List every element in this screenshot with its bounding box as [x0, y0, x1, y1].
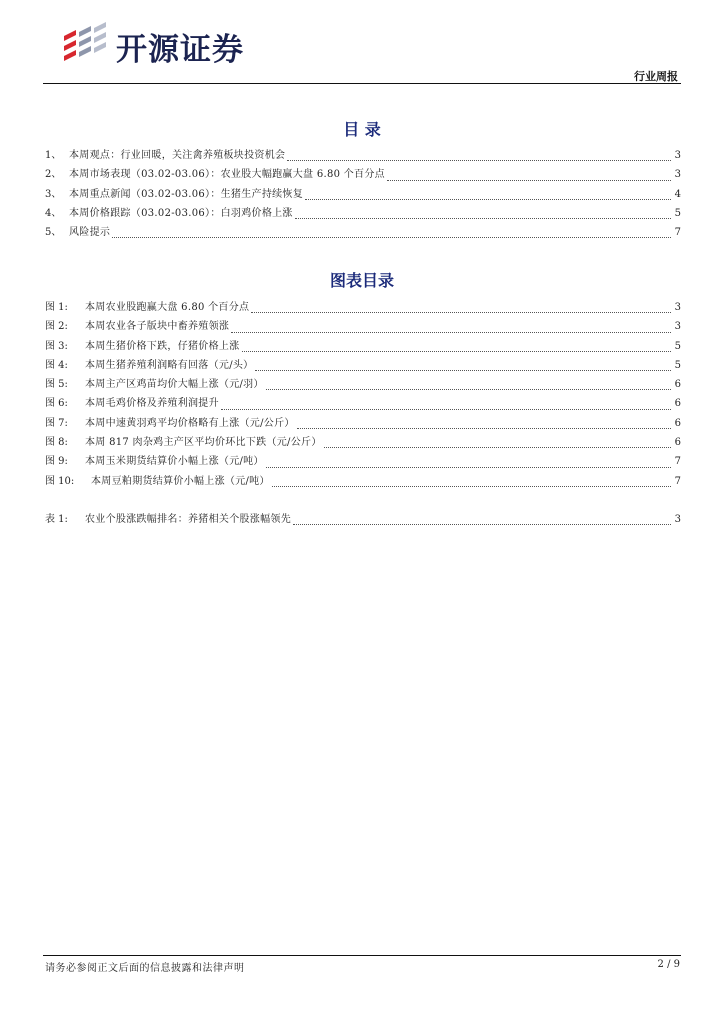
tables-list [45, 510, 681, 529]
figure-entry-number: 图 1: [45, 302, 68, 313]
figure-entry-title[interactable]: 本周农业各子版块中畜养殖领涨 [85, 321, 230, 333]
toc-entry[interactable] [45, 185, 681, 204]
toc-entry[interactable] [45, 223, 681, 242]
toc-entry-title[interactable]: 本周观点：行业回暖，关注禽养殖板块投资机会 [69, 150, 286, 161]
toc-entry-title[interactable]: 本周价格跟踪（03.02-03.06）：白羽鸡价格上涨 [69, 207, 293, 219]
dot-leader [387, 180, 671, 181]
figure-entry-title[interactable]: 本周生猪养殖利润略有回落（元/头） [85, 359, 254, 371]
dot-leader [266, 467, 671, 468]
figure-entry-title[interactable]: 本周豆粕期货结算价小幅上涨（元/吨） [91, 475, 270, 487]
figure-entry-title[interactable]: 本周毛鸡价格及养殖利润提升 [85, 398, 219, 410]
table-entry-page: 3 [674, 514, 681, 525]
footer-disclaimer: 请务必参阅正文后面的信息披露和法律声明 [45, 963, 245, 974]
figure-entry-number: 图 9: [45, 456, 68, 468]
toc-entry-page: 4 [674, 188, 681, 200]
figure-entry-page: 7 [674, 456, 681, 468]
table-entry-title[interactable]: 农业个股涨跌幅排名：养猪相关个股涨幅领先 [85, 514, 291, 525]
figure-entry-page: 6 [674, 379, 681, 391]
figure-entry[interactable] [45, 433, 681, 452]
figure-entry-number: 图 8: [45, 437, 68, 449]
figure-entry-title[interactable]: 本周中速黄羽鸡平均价格略有上涨（元/公斤） [85, 417, 295, 429]
dot-leader [255, 370, 671, 371]
page-header [0, 0, 724, 90]
figure-entry[interactable] [45, 452, 681, 471]
dot-leader [266, 389, 671, 390]
table-entry[interactable] [45, 510, 681, 529]
toc-entry-page: 3 [674, 169, 681, 181]
toc-entry-number: 3、 [45, 188, 62, 200]
dot-leader [221, 409, 671, 410]
figure-entry-page: 7 [674, 475, 681, 487]
figure-entry[interactable] [45, 356, 681, 375]
dot-leader [287, 160, 671, 161]
dot-leader [297, 428, 671, 429]
figure-entry[interactable] [45, 298, 681, 317]
figure-entry-page: 6 [674, 417, 681, 429]
figure-entry-page: 6 [674, 437, 681, 449]
figure-entry-title[interactable]: 本周生猪价格下跌，仔猪价格上涨 [85, 340, 240, 352]
figure-entry-page: 3 [674, 321, 681, 333]
logo-icon [60, 22, 108, 64]
figure-entry-page: 5 [674, 359, 681, 371]
dot-leader [305, 199, 671, 200]
toc-list [45, 146, 681, 242]
toc-entry-title[interactable]: 本周市场表现（03.02-03.06）：农业股大幅跑赢大盘 6.80 个百分点 [69, 169, 385, 181]
toc-entry-number: 5、 [45, 227, 62, 239]
figure-entry[interactable] [45, 317, 681, 336]
toc-entry[interactable] [45, 204, 681, 223]
figure-entry[interactable] [45, 414, 681, 433]
report-type-label: 行业周报 [634, 70, 678, 83]
dot-leader [293, 524, 671, 525]
figure-entry[interactable] [45, 337, 681, 356]
dot-leader [324, 447, 671, 448]
dot-leader [242, 351, 672, 352]
figure-entry[interactable] [45, 375, 681, 394]
figure-entry-number: 图 10: [45, 475, 75, 487]
figure-entry-number: 图 6: [45, 398, 68, 410]
figure-entry-page: 3 [674, 302, 681, 313]
figures-title: 图表目录 [329, 271, 394, 290]
dot-leader [295, 218, 671, 219]
dot-leader [251, 312, 671, 313]
figure-entry[interactable] [45, 394, 681, 413]
table-entry-number: 表 1: [45, 514, 68, 525]
header-divider [43, 83, 681, 84]
footer-divider [43, 955, 681, 956]
toc-entry-title[interactable]: 风险提示 [69, 227, 111, 239]
toc-title: 目 录 [343, 120, 381, 139]
figure-entry-number: 图 5: [45, 379, 68, 391]
dot-leader [112, 237, 671, 238]
figure-entry-title[interactable]: 本周主产区鸡苗均价大幅上涨（元/羽） [85, 379, 264, 391]
dot-leader [272, 486, 671, 487]
toc-entry-number: 4、 [45, 207, 62, 219]
figure-entry-title[interactable]: 本周 817 肉杂鸡主产区平均价环比下跌（元/公斤） [85, 437, 322, 449]
dot-leader [231, 332, 671, 333]
toc-entry-number: 1、 [45, 150, 62, 161]
toc-entry-title[interactable]: 本周重点新闻（03.02-03.06）：生猪生产持续恢复 [69, 188, 304, 200]
toc-entry-page: 7 [674, 227, 681, 239]
toc-entry-number: 2、 [45, 169, 62, 181]
toc-entry-page: 5 [674, 207, 681, 219]
page-number: 2 / 9 [657, 959, 680, 970]
figure-entry-number: 图 4: [45, 359, 68, 371]
toc-entry-page: 3 [674, 150, 681, 161]
toc-entry[interactable] [45, 146, 681, 165]
figure-entry-number: 图 3: [45, 340, 68, 352]
figure-entry-title[interactable]: 本周农业股跑赢大盘 6.80 个百分点 [85, 302, 250, 313]
figure-entry-page: 5 [674, 340, 681, 352]
figure-entry-number: 图 2: [45, 321, 68, 333]
figures-list [45, 298, 681, 491]
figure-entry[interactable] [45, 472, 681, 491]
figure-entry-title[interactable]: 本周玉米期货结算价小幅上涨（元/吨） [85, 456, 264, 468]
figure-entry-page: 6 [674, 398, 681, 410]
figure-entry-number: 图 7: [45, 417, 68, 429]
toc-entry[interactable] [45, 165, 681, 184]
company-logo-text: 开源证券 [116, 32, 244, 68]
